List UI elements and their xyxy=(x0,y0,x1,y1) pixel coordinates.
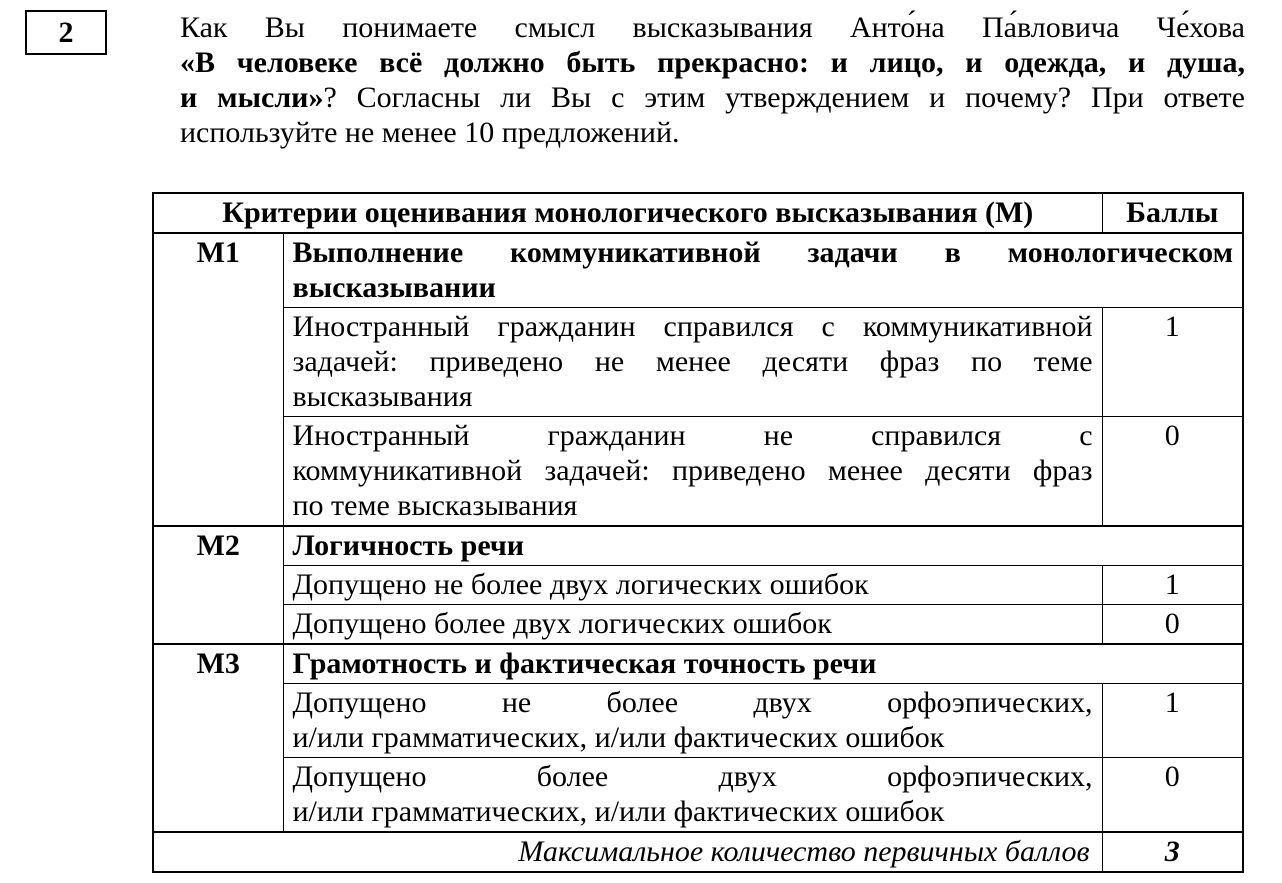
table-footer-label: Максимальное количество первичных баллов xyxy=(153,832,1102,872)
table-row xyxy=(153,308,1243,417)
table-row xyxy=(153,684,1243,758)
criterion-title-m2: Логичность речи xyxy=(283,526,1243,566)
score-cell: 1 xyxy=(1102,684,1243,758)
score-cell: 0 xyxy=(1102,605,1243,645)
score-cell: 0 xyxy=(1102,417,1243,527)
table-row xyxy=(153,644,1243,684)
table-footer-row xyxy=(153,832,1243,872)
question-number-box xyxy=(25,10,107,55)
criterion-text-cell: Допущено более двух орфоэпических, и/или грамматических, и/или фактических ошибок xyxy=(283,758,1102,833)
criterion-text-cell: Допущено более двух логических ошибок xyxy=(283,605,1102,645)
question-line: Как Вы понимаете смысл высказывания Анто́на Па́вловича Че́хова xyxy=(180,11,1245,44)
criterion-text-cell: Иностранный гражданин не справился с коммуникативной задачей: приведено менее десяти фраз по теме высказывания xyxy=(283,417,1102,527)
criterion-code-m3: М3 xyxy=(153,644,283,832)
criterion-code-m2: М2 xyxy=(153,526,283,644)
criterion-text-cell: Допущено не более двух логических ошибок xyxy=(283,566,1102,605)
table-row xyxy=(153,233,1243,308)
criterion-title-m1: Выполнение коммуникативной задачи в монологическом высказывании xyxy=(283,233,1243,308)
question-line: используйте не менее 10 предложений. xyxy=(180,116,680,149)
criterion-text-cell: Иностранный гражданин справился с коммуникативной задачей: приведено не менее десяти фраз по теме высказывания xyxy=(283,308,1102,417)
criterion-text-cell: Допущено не более двух орфоэпических, и/или грамматических, и/или фактических ошибок xyxy=(283,684,1102,758)
criterion-title-m3: Грамотность и фактическая точность речи xyxy=(283,644,1243,684)
score-cell: 0 xyxy=(1102,758,1243,833)
table-footer-score: 3 xyxy=(1102,832,1243,872)
header-score-cell: Баллы xyxy=(1102,193,1243,233)
header-criteria-cell: Критерии оценивания монологического высказывания (М) xyxy=(153,193,1102,233)
table-row xyxy=(153,526,1243,566)
score-cell: 1 xyxy=(1102,566,1243,605)
score-cell: 1 xyxy=(1102,308,1243,417)
question-line: «В человеке всё должно быть прекрасно: и лицо, и одежда, и душа, xyxy=(180,46,1245,79)
table-row xyxy=(153,605,1243,645)
question-text xyxy=(180,10,1245,150)
question-line: и мысли»? Согласны ли Вы с этим утверждением и почему? При ответе xyxy=(180,81,1245,114)
table-header-row xyxy=(153,193,1243,233)
table-row xyxy=(153,417,1243,527)
criterion-code-m1: М1 xyxy=(153,233,283,526)
table-row xyxy=(153,758,1243,833)
table-row xyxy=(153,566,1243,605)
criteria-table xyxy=(152,192,1244,873)
question-number: 2 xyxy=(58,15,74,49)
